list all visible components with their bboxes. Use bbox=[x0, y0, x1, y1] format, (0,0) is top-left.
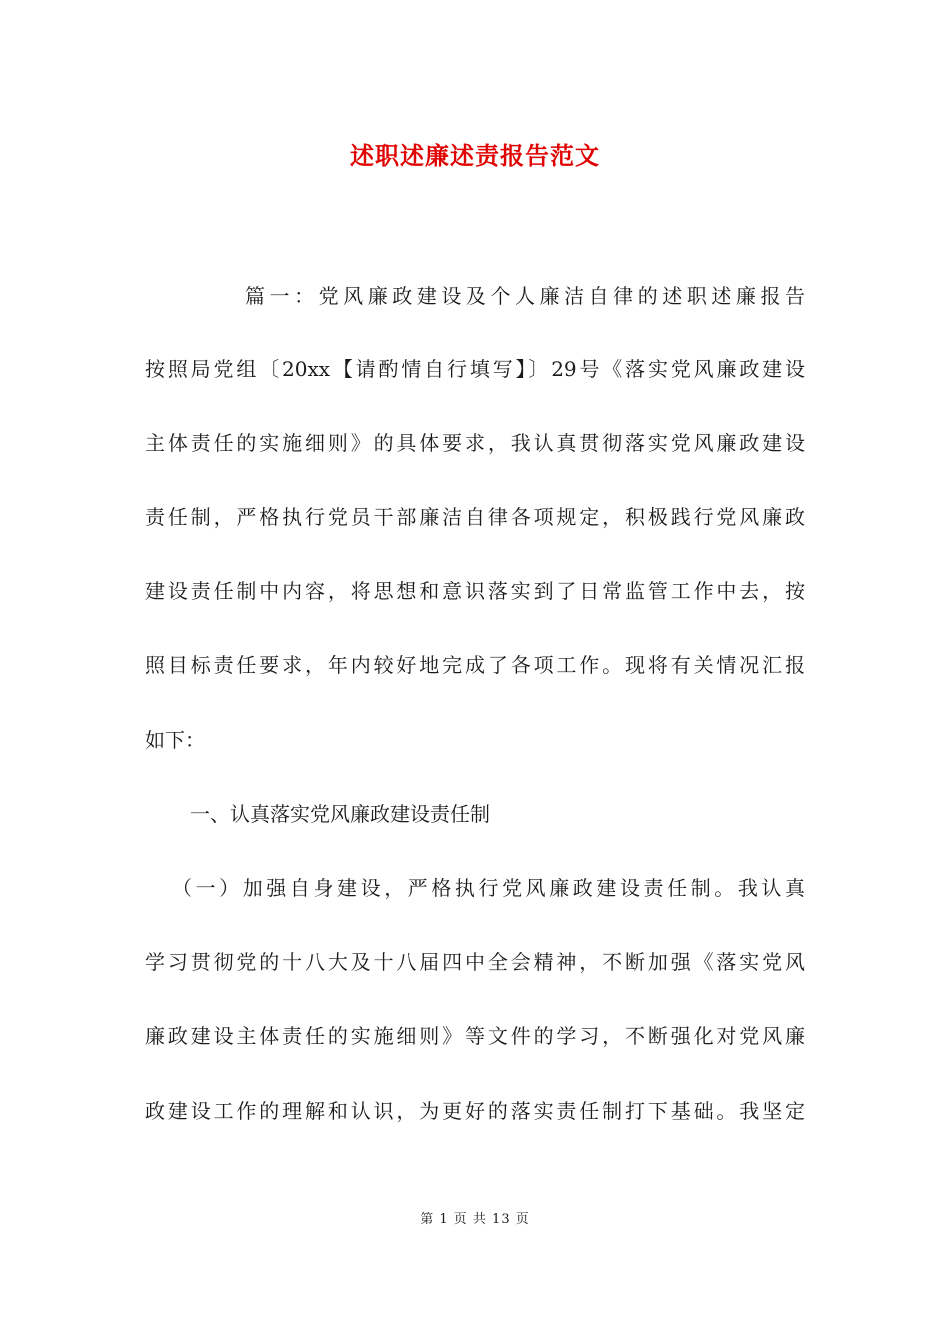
paragraph-line-1: 篇一：党风廉政建设及个人廉洁自律的述职述廉报告 bbox=[245, 284, 805, 308]
paragraph-line-2: 按照局党组〔20xx【请酌情自行填写】〕29号《落实党风廉政建设 bbox=[145, 357, 805, 381]
paragraph-line-12: 政建设工作的理解和认识，为更好的落实责任制打下基础。我坚定 bbox=[145, 1099, 805, 1123]
paragraph-line-11: 廉政建设主体责任的实施细则》等文件的学习，不断强化对党风廉 bbox=[145, 1024, 805, 1048]
paragraph-line-4: 责任制，严格执行党员干部廉洁自律各项规定，积极践行党风廉政 bbox=[145, 505, 805, 529]
page-number-footer: 第 1 页 共 13 页 bbox=[420, 1212, 530, 1227]
paragraph-line-9: （一）加强自身建设，严格执行党风廉政建设责任制。我认真 bbox=[172, 876, 805, 900]
document-title: 述职述廉述责报告范文 bbox=[350, 141, 600, 170]
paragraph-line-5: 建设责任制中内容，将思想和意识落实到了日常监管工作中去，按 bbox=[145, 579, 805, 603]
paragraph-line-7: 如下： bbox=[145, 728, 205, 752]
paragraph-line-3: 主体责任的实施细则》的具体要求，我认真贯彻落实党风廉政建设 bbox=[145, 431, 805, 455]
paragraph-line-10: 学习贯彻党的十八大及十八届四中全会精神，不断加强《落实党风 bbox=[145, 950, 805, 974]
section-heading-1: 一、认真落实党风廉政建设责任制 bbox=[190, 802, 490, 826]
paragraph-line-6: 照目标责任要求，年内较好地完成了各项工作。现将有关情况汇报 bbox=[145, 653, 805, 677]
